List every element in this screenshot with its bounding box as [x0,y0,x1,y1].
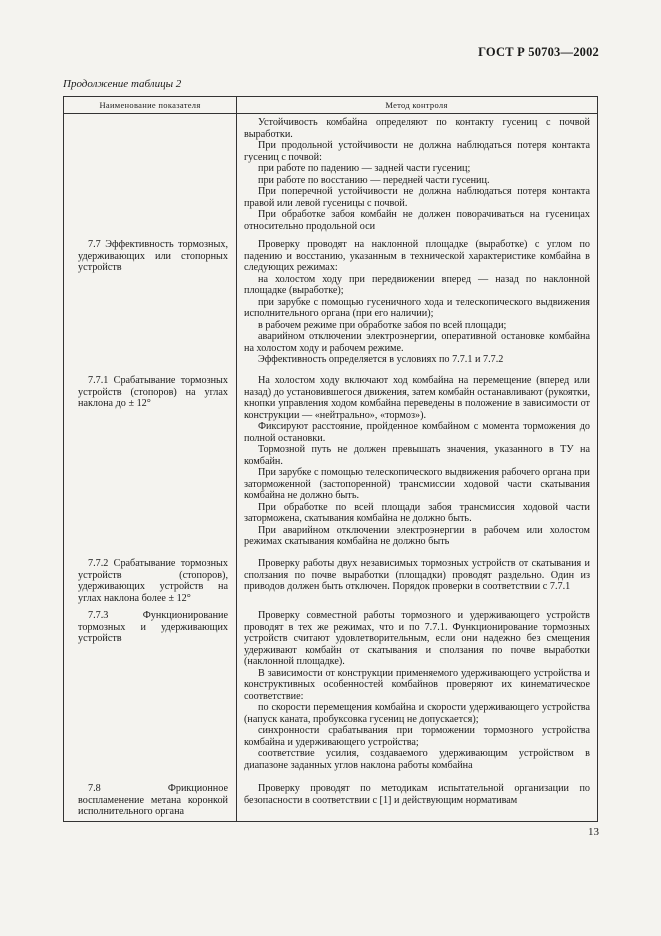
method-paragraph: Тормозной путь не должен превышать значения, указанного в ТУ на комбайн. [244,444,590,467]
page-number: 13 [588,826,599,838]
method-paragraph: Устойчивость комбайна определяют по контакту гусениц с почвой выработки. [244,117,590,140]
method-paragraph: Проверку работы двух независимых тормозных устройств от скатывания и сползания по почве выработки (площадки) проводят раздельно. Один из приводов должен быть отключен. Порядок проверки в соответствии с 7.7.1 [244,558,590,592]
table-row-name: 7.7.3 Функционирование тормозных и удерживающих устройств [78,610,228,644]
method-paragraph: Проверку проводят по методикам испытательной организации по безопасности в соответствии с [1] и действующим нормативам [244,783,590,806]
method-paragraph: В зависимости от конструкции применяемого удерживающего устройства и конструктивных особенностей комбайнов проверяют их кинематическое соответствие: [244,667,590,702]
table-row-method [244,558,590,593]
table-row-name: 7.7 Эффективность тормозных, удерживающих или стопорных устройств [78,239,228,273]
table-row-method [244,117,590,232]
document-header: ГОСТ Р 50703—2002 [478,45,599,59]
method-paragraph: соответствие усилия, создаваемого удерживающим устройством в диапазоне заданных углов наклона работы комбайна [244,748,590,771]
table-row-name: 7.7.2 Срабатывание тормозных устройств (стопоров), удерживающих устройств на углах наклона более ± 12° [78,558,228,604]
table-header-row [64,97,597,114]
method-paragraph: Проверку совместной работы тормозного и удерживающего устройств проводят в тех же режимах, что и по 7.7.1. Функционирование тормозных устройств считают удовлетворительным, если они надежно без смещения удерживают комбайн от скатывания и сползания по почве выработки (наклонной площадке). [244,610,590,667]
method-paragraph: Проверку проводят на наклонной площадке (выработке) с углом по падению и восстанию, указанным в технической характеристике комбайна в следующих режимах: [244,239,590,273]
method-paragraph: аварийном отключении электроэнергии, оперативной остановке комбайна на холостом ходу и рабочем режиме. [244,331,590,354]
method-paragraph: при работе по падению — задней части гусениц; [258,163,471,174]
method-paragraph: синхронности срабатывания при торможении тормозного устройства комбайна и удерживающего устройства; [244,725,590,748]
method-paragraph: При зарубке с помощью телескопического выдвижения рабочего органа при заторможенной (застопоренной) трансмиссии ходовой части скатывания комбайна не должно быть. [244,467,590,501]
method-paragraph: Фиксируют расстояние, пройденное комбайном с момента торможения до полной остановки. [244,421,590,444]
method-paragraph: При продольной устойчивости не должна наблюдаться потеря контакта гусениц с почвой: [244,140,590,163]
method-paragraph: При поперечной устойчивости не должна наблюдаться потеря контакта правой или левой гусеницы с почвой. [244,186,590,209]
method-paragraph: по скорости перемещения комбайна и скорости удерживающего устройства (напуск каната, пробуксовка гусениц не допускается); [244,702,590,725]
method-paragraph: Эффективность определяется в условиях по 7.7.1 и 7.7.2 [258,354,504,365]
column-header-method: Метод контроля [385,100,448,110]
table-row-method [244,783,590,806]
table-row-name: 7.7.1 Срабатывание тормозных устройств (стопоров) на углах наклона до ± 12° [78,375,228,409]
method-paragraph: При обработке по всей площади забоя трансмиссия ходовой части заторможена, скатывания комбайна не должно быть. [244,501,590,524]
table-row-method [244,610,590,771]
table-caption: Продолжение таблицы 2 [63,78,182,90]
method-paragraph: при зарубке с помощью гусеничного хода и телескопического выдвижения исполнительного органа (при его наличии); [244,296,590,319]
table-row-method [244,375,590,548]
method-paragraph: При аварийном отключении электроэнергии в рабочем или холостом режимах скатывания комбайна не должно быть [244,524,590,547]
method-paragraph: При обработке забоя комбайн не должен поворачиваться на гусеницах относительно продольной оси [244,209,590,232]
table-row-name: 7.8 Фрикционное воспламенение метана коронкой исполнительного органа [78,783,228,817]
column-divider [236,97,237,821]
method-paragraph: На холостом ходу включают ход комбайна на перемещение (вперед или назад) до установившегося движения, затем комбайн останавливают (рукоятки, кнопки управления ходом комбайна переведены в положение в зависимости от конструкции — «нейтрально», «тормоз»). [244,375,590,421]
parameters-table [63,96,598,822]
method-paragraph: при работе по восстанию — передней части гусениц. [258,174,490,186]
table-row-method [244,239,590,366]
column-header-name: Наименование показателя [99,100,201,110]
method-paragraph: на холостом ходу при передвижении вперед — назад по наклонной площадке (выработке); [244,273,590,296]
method-paragraph: в рабочем режиме при обработке забоя по всей площади; [258,319,507,331]
